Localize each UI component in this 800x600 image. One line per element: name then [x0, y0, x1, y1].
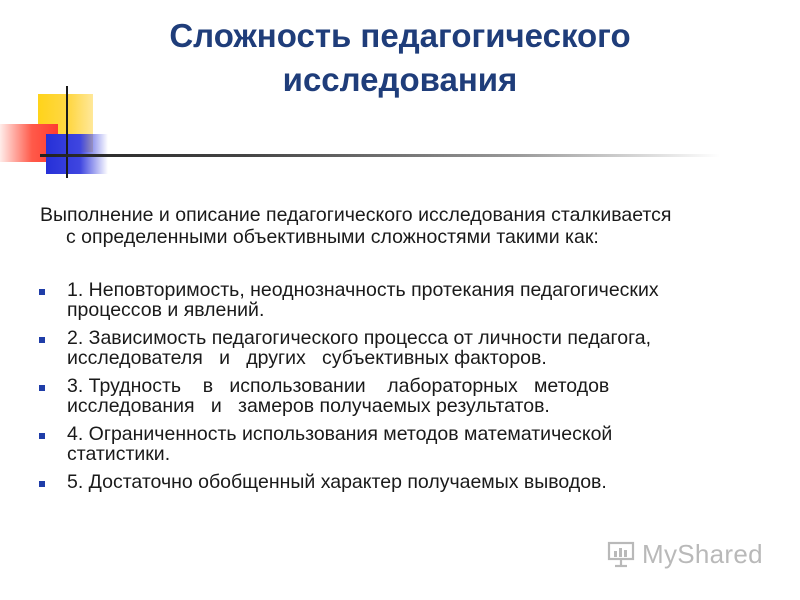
- difficulties-list: [36, 280, 756, 500]
- square-bullet-icon: [39, 385, 45, 391]
- myshared-watermark[interactable]: [606, 536, 763, 572]
- list-item-text: 1. Неповторимость, неоднозначность протекания педагогических: [67, 279, 659, 301]
- list-item-text: 4. Ограниченность использования методов математической: [67, 423, 613, 445]
- square-bullet-icon: [39, 433, 45, 439]
- square-bullet-icon: [39, 289, 45, 295]
- intro-paragraph: [40, 204, 780, 248]
- list-item: [36, 280, 756, 320]
- square-bullet-icon: [39, 337, 45, 343]
- list-item-text: исследователя и других субъективных факторов.: [67, 347, 547, 369]
- list-item: [36, 472, 756, 492]
- page-title: [90, 14, 710, 102]
- intro-line-1: Выполнение и описание педагогического исследования сталкивается: [40, 204, 672, 226]
- title-line-1: Сложность педагогического: [169, 17, 631, 54]
- title-line-2: исследования: [282, 61, 518, 98]
- square-bullet-icon: [39, 481, 45, 487]
- list-item-text: процессов и явлений.: [67, 299, 265, 321]
- list-item: [36, 376, 756, 416]
- list-item-text: исследования и замеров получаемых результатов.: [67, 395, 550, 417]
- list-item-text: статистики.: [67, 443, 171, 465]
- list-item: [36, 424, 756, 464]
- watermark-logo-text: MyShared: [642, 538, 763, 569]
- list-item: [36, 328, 756, 368]
- intro-line-2: с определенными объективными сложностями такими как:: [66, 226, 599, 248]
- title-underline: [40, 154, 720, 157]
- list-item-text: 2. Зависимость педагогического процесса от личности педагога,: [67, 327, 652, 349]
- list-item-text: 3. Трудность в использовании лабораторных методов: [67, 375, 610, 397]
- presentation-board-icon: [606, 539, 636, 569]
- decor-vertical-line: [66, 86, 68, 178]
- list-item-text: 5. Достаточно обобщенный характер получаемых выводов.: [67, 471, 607, 493]
